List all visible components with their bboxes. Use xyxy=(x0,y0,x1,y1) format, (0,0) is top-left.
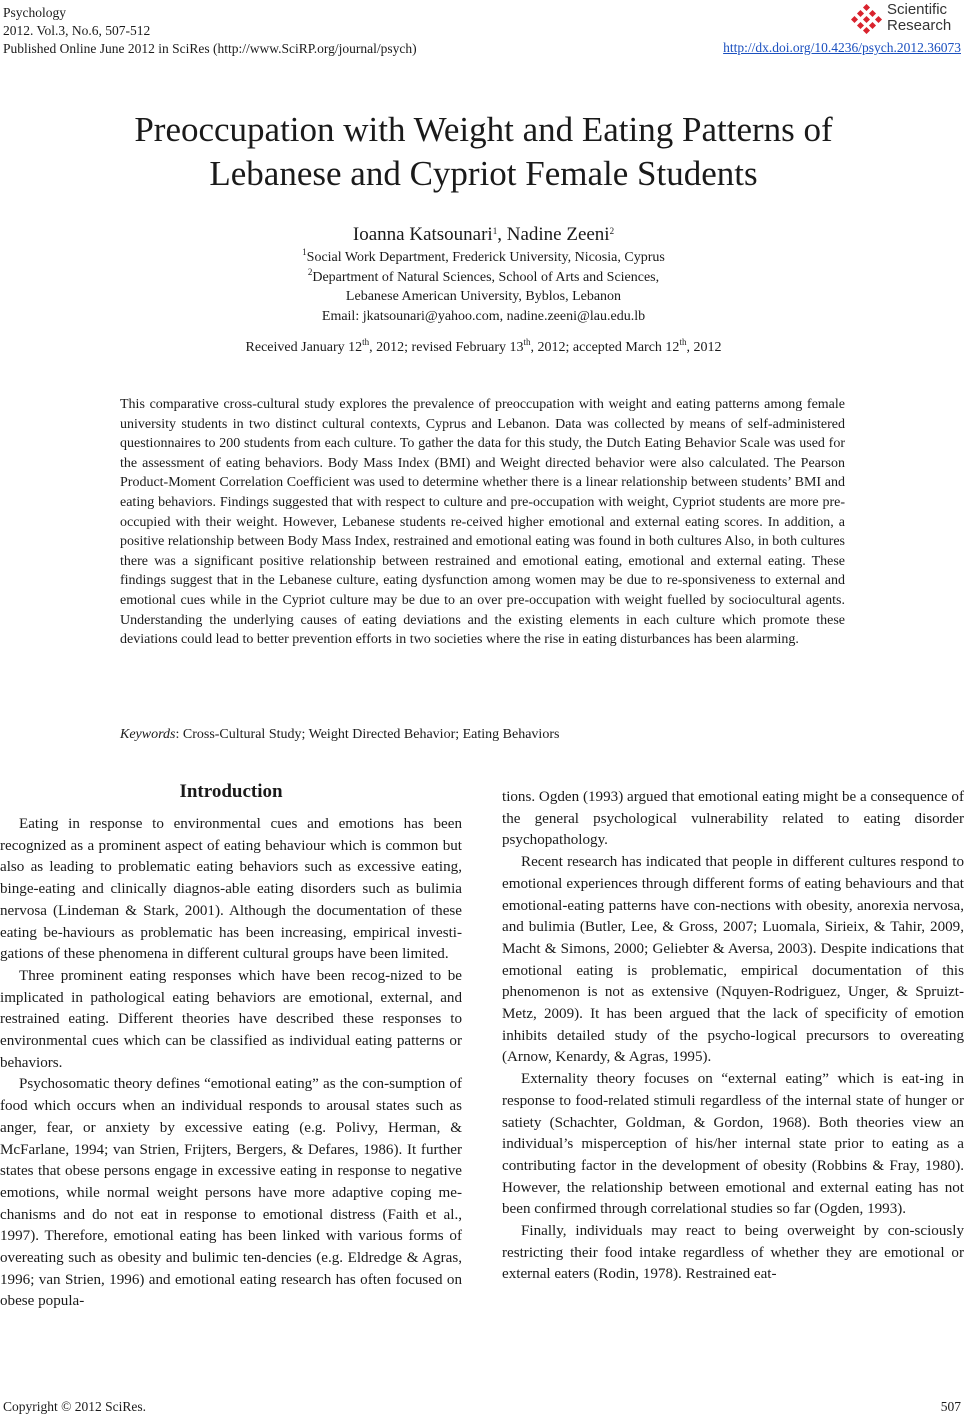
logo-line2: Research xyxy=(887,17,952,34)
author-list xyxy=(0,224,967,246)
doi-link[interactable]: http://dx.doi.org/10.4236/psych.2012.36073 xyxy=(723,40,961,55)
title-line2: Lebanese and Cypriot Female Students xyxy=(209,154,758,193)
aff2-sup: 2 xyxy=(307,266,313,277)
keywords-label: Keywords xyxy=(120,727,176,742)
received-text: Received January 12 xyxy=(245,340,363,355)
logo-text xyxy=(887,2,951,34)
aff1-sup: 1 xyxy=(302,247,307,257)
published-info: Published Online June 2012 in SciRes (http://www.SciRP.org/journal/psych) xyxy=(3,41,417,56)
keywords xyxy=(120,727,559,743)
scientific-research-logo xyxy=(851,2,961,36)
paragraph: Recent research has indicated that people in different cultures respond to emotional experiences through different forms of eating behaviours and that emotional-eating patterns have con-nections with obesity, anorexia nervosa, and bulimia (Butler, Lee, & Gross, 2007; Luomala, Sirieix, & Tahir, 2009, Macht & Simons, 2000; Geliebter & Aversa, 2003). Despite indications that emotional eating is problematic, empirical documentation of this phenomenon is not as extensive (Nquyen-Rodriguez, Unger, & Spruizt-Metz, 2009). It has been argued that the lack of specificity of emotion inhibits detailed study of the psycho-logical precursors to overeating (Arnow, Kenardy, & Agras, 1995). xyxy=(502,854,964,1066)
paragraph: tions. Ogden (1993) argued that emotional eating might be a consequence of the general psychological vulnerability related to eating disorder psychopathology. xyxy=(502,789,964,849)
section-heading: Introduction xyxy=(179,781,283,802)
affiliation-2b: Lebanese American University, Byblos, Lebanon xyxy=(345,289,622,304)
journal-name: Psychology xyxy=(3,5,67,20)
left-column xyxy=(0,780,462,1313)
keywords-text: : Cross-Cultural Study; Weight Directed Behavior; Eating Behaviors xyxy=(175,727,560,742)
paragraph: Finally, individuals may react to being overweight by con-sciously restricting their food intake regardless of whether they are emotional or external eaters (Rodin, 1978). Restrained eat- xyxy=(502,1223,964,1283)
author-1-sup: 1 xyxy=(492,226,498,236)
logo-line1: Scientific xyxy=(887,1,948,18)
author-2-sup: 2 xyxy=(609,226,615,236)
paragraph: Eating in response to environmental cues and emotions has been recognized as a prominent aspect of eating behaviour which is common but also as leading to problematic eating behaviors such as excessive eating, binge-eating and clinically diagnos-able eating disorders such as bulimia nervosa (Lindeman & Stark, 2001). Although the documentation of these eating be-haviours as problematic has been increasing, empirical investi-gations of these phenomena in different cultural groups have been limited. xyxy=(0,816,462,963)
author-2: Nadine Zeeni xyxy=(506,224,610,245)
copyright: Copyright © 2012 SciRes. xyxy=(3,1399,147,1414)
affiliations xyxy=(0,248,967,326)
revised-sup: th xyxy=(523,337,531,347)
logo-diamond-icon xyxy=(851,4,883,34)
year-text: , 2012 xyxy=(686,340,722,355)
accepted-sup: th xyxy=(679,337,687,347)
revised-text: , 2012; revised February 13 xyxy=(369,340,524,355)
author-1: Ioanna Katsounari xyxy=(352,224,493,245)
journal-header xyxy=(3,4,417,58)
accepted-text: , 2012; accepted March 12 xyxy=(530,340,680,355)
title-line1: Preoccupation with Weight and Eating Patterns of xyxy=(134,110,833,149)
paragraph: Externality theory focuses on “external eating” which is eat-ing in response to food-related stimuli regardless of the internal state of hunger or satiety (Schachter, Goldman, & Gordon, 1968). Both theories view an individual’s misperception of his/her internal state prior to eating as a contributing factor in the development of obesity (Robbins & Fray, 1980). However, the relationship between emotional and external eating has not been confirmed through correlational studies so far (Ogden, 1993). xyxy=(502,1071,964,1218)
paragraph: Psychosomatic theory defines “emotional eating” as the con-sumption of food which occurs when an individual responds to arousal states such as anger, fear, or anxiety by excessive eating (e.g. Polivy, Herman, & McFarlane, 1994; van Strien, Frijters, Bergers, & Defares, 1986). It further states that obese persons engage in excessive eating in response to negative emotions, while normal weight persons have more adaptive coping me-chanisms and do not eat in response to emotional distress (Faith et al., 1997). Therefore, emotional eating has been linked with various forms of overeating such as obesity and bulimic ten-dencies (e.g. Eldredge & Agras, 1996; van Strien, 1996) and emotional eating research has often focused on obese popula- xyxy=(0,1076,462,1310)
received-dates xyxy=(0,337,967,356)
email-line: Email: jkatsounari@yahoo.com, nadine.zeeni@lau.edu.lb xyxy=(321,308,646,324)
page-number: 507 xyxy=(940,1399,961,1414)
affiliation-1: Social Work Department, Frederick University, Nicosia, Cyprus xyxy=(306,250,665,265)
paragraph: Three prominent eating responses which have been recog-nized to be implicated in pathological eating behaviors are emotional, external, and restrained eating. Different theories have described these responses to environmental cues which can be classified as individual eating patterns or behaviors. xyxy=(0,967,462,1071)
affiliation-2: Department of Natural Sciences, School of Arts and Sciences, xyxy=(312,269,660,285)
author-separator: , xyxy=(497,224,507,245)
volume-info: 2012. Vol.3, No.6, 507-512 xyxy=(3,23,151,38)
right-column xyxy=(502,787,964,1286)
received-sup: th xyxy=(362,337,370,347)
abstract: This comparative cross-cultural study explores the prevalence of preoccupation with weight and eating patterns among female university students in two distinct cultural contexts, Cyprus and Lebanon. Data was collected by means of self-administered questionnaires to 200 students from each culture. To gather the data for this study, the Dutch Eating Behavior Scale was used for the assessment of eating behaviors. Body Mass Index (BMI) and Weight directed behavior were also calculated. The Pearson Product-Moment Correlation Coefficient was used to determine whether there is a linear relationship between students’ BMI and eating behaviors. Findings suggested that with respect to culture and pre-occupation with weight, Cypriot students are more pre-occupied with their weight. However, Lebanese students re-ceived higher emotional and external eating scores. In addition, a positive relationship between Body Mass Index, restrained and emotional eating was found in both cultures Also, in both cultures there was a significant positive relationship between restrained and emotional eating, emotional and external eating. These findings suggest that in the Lebanese culture, eating dysfunction among women may be due to re-sponsiveness to external and emotional cues while in the Cypriot culture may be due to an over pre-occupation with weight fuelled by sociocultural agents. Understanding the underlying causes of eating deviations and the existing elements in each culture which promote these deviations could lead to better prevention efforts in two societies where the rise in eating disturbances has been alarming. xyxy=(120,397,845,648)
paper-title xyxy=(0,108,967,196)
